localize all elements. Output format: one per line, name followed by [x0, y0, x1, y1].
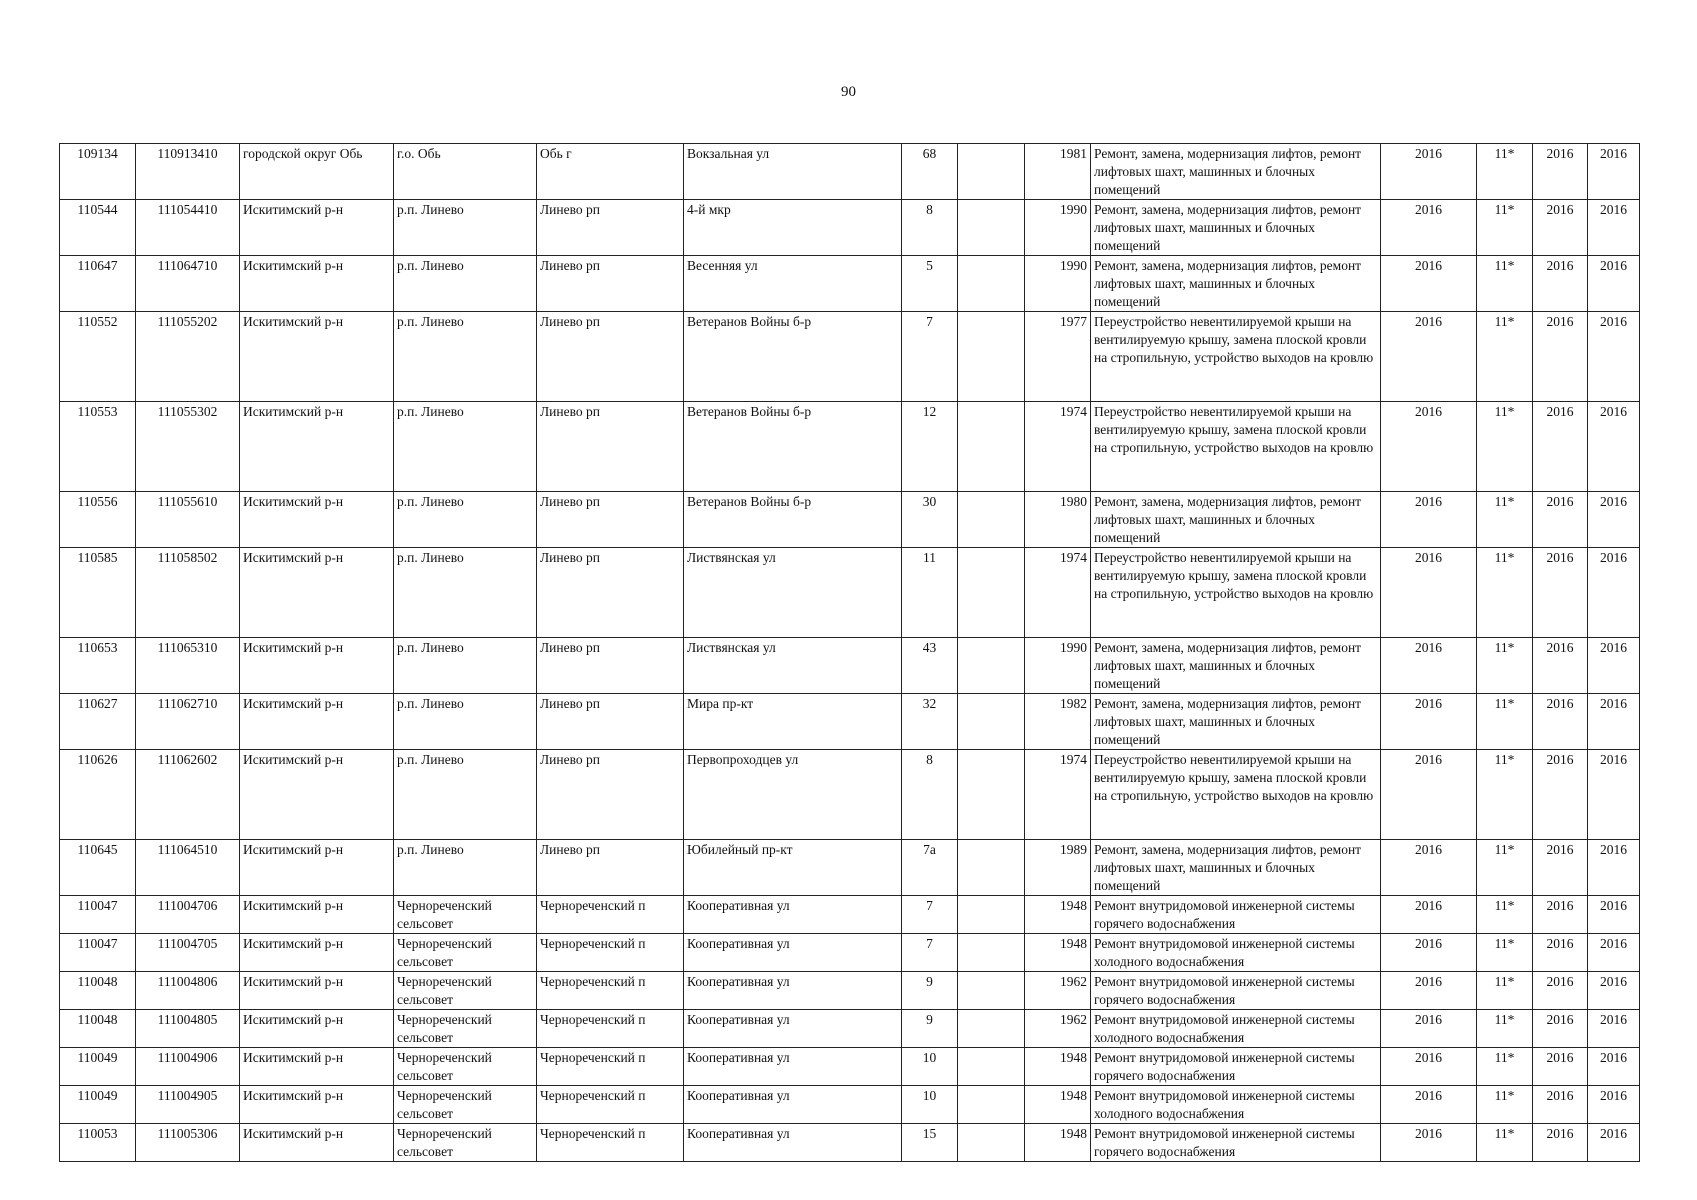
table-row [60, 638, 1640, 694]
row-start-year: 2016 [1533, 200, 1588, 256]
row-mark: 11* [1477, 1010, 1533, 1048]
row-work-type: Ремонт, замена, модернизация лифтов, ремонт лифтовых шахт, машинных и блочных помещений [1091, 256, 1381, 312]
row-code: 111055202 [136, 312, 240, 402]
row-street: Вокзальная ул [684, 144, 902, 200]
row-mark: 11* [1477, 1124, 1533, 1162]
row-district: Искитимский р-н [240, 312, 394, 402]
row-code: 111054410 [136, 200, 240, 256]
row-plan-year: 2016 [1381, 402, 1477, 492]
row-id: 110585 [60, 548, 136, 638]
row-street: Листвянская ул [684, 638, 902, 694]
row-house: 68 [902, 144, 958, 200]
table-row [60, 312, 1640, 402]
row-mark: 11* [1477, 694, 1533, 750]
row-work-type: Переустройство невентилируемой крыши на вентилируемую крышу, замена плоской кровли на стропильную, устройство выходов на кровлю [1091, 548, 1381, 638]
row-locality: Чернореченский п [537, 972, 684, 1010]
row-extra [958, 144, 1025, 200]
row-id: 110627 [60, 694, 136, 750]
row-district: Искитимский р-н [240, 638, 394, 694]
row-extra [958, 1086, 1025, 1124]
row-extra [958, 972, 1025, 1010]
row-district: Искитимский р-н [240, 1086, 394, 1124]
row-id: 109134 [60, 144, 136, 200]
row-district: Искитимский р-н [240, 896, 394, 934]
row-house: 7 [902, 896, 958, 934]
row-plan-year: 2016 [1381, 548, 1477, 638]
row-locality: Линево рп [537, 694, 684, 750]
row-plan-year: 2016 [1381, 312, 1477, 402]
row-locality: Чернореченский п [537, 896, 684, 934]
row-end-year: 2016 [1588, 312, 1640, 402]
row-street: Кооперативная ул [684, 972, 902, 1010]
row-start-year: 2016 [1533, 402, 1588, 492]
table-row [60, 972, 1640, 1010]
table-row [60, 1010, 1640, 1048]
row-code: 111004805 [136, 1010, 240, 1048]
row-street: Первопроходцев ул [684, 750, 902, 840]
row-mark: 11* [1477, 312, 1533, 402]
row-locality: Чернореченский п [537, 1048, 684, 1086]
row-end-year: 2016 [1588, 896, 1640, 934]
row-id: 110047 [60, 934, 136, 972]
row-start-year: 2016 [1533, 548, 1588, 638]
row-plan-year: 2016 [1381, 1010, 1477, 1048]
table-row [60, 1048, 1640, 1086]
row-extra [958, 896, 1025, 934]
row-mark: 11* [1477, 144, 1533, 200]
row-municipality: р.п. Линево [394, 694, 537, 750]
row-start-year: 2016 [1533, 1086, 1588, 1124]
row-locality: Линево рп [537, 312, 684, 402]
row-work-type: Ремонт внутридомовой инженерной системы горячего водоснабжения [1091, 1048, 1381, 1086]
row-plan-year: 2016 [1381, 750, 1477, 840]
row-code: 111055302 [136, 402, 240, 492]
row-id: 110553 [60, 402, 136, 492]
row-plan-year: 2016 [1381, 256, 1477, 312]
row-end-year: 2016 [1588, 840, 1640, 896]
row-code: 111064510 [136, 840, 240, 896]
table-row [60, 840, 1640, 896]
row-work-type: Ремонт внутридомовой инженерной системы горячего водоснабжения [1091, 1124, 1381, 1162]
row-municipality: Чернореченский сельсовет [394, 1010, 537, 1048]
row-start-year: 2016 [1533, 1010, 1588, 1048]
row-street: Кооперативная ул [684, 1048, 902, 1086]
row-plan-year: 2016 [1381, 144, 1477, 200]
row-municipality: р.п. Линево [394, 548, 537, 638]
table-row [60, 1124, 1640, 1162]
row-locality: Обь г [537, 144, 684, 200]
row-work-type: Ремонт внутридомовой инженерной системы горячего водоснабжения [1091, 972, 1381, 1010]
row-id: 110556 [60, 492, 136, 548]
row-work-type: Ремонт, замена, модернизация лифтов, ремонт лифтовых шахт, машинных и блочных помещений [1091, 200, 1381, 256]
row-year-built: 1990 [1025, 200, 1091, 256]
row-mark: 11* [1477, 896, 1533, 934]
row-municipality: р.п. Линево [394, 402, 537, 492]
row-municipality: Чернореченский сельсовет [394, 896, 537, 934]
row-municipality: Чернореченский сельсовет [394, 1086, 537, 1124]
row-street: Кооперативная ул [684, 934, 902, 972]
row-id: 110048 [60, 1010, 136, 1048]
row-house: 12 [902, 402, 958, 492]
row-start-year: 2016 [1533, 492, 1588, 548]
table-row [60, 402, 1640, 492]
row-house: 11 [902, 548, 958, 638]
row-year-built: 1990 [1025, 256, 1091, 312]
row-municipality: р.п. Линево [394, 256, 537, 312]
row-end-year: 2016 [1588, 402, 1640, 492]
row-end-year: 2016 [1588, 1086, 1640, 1124]
row-year-built: 1948 [1025, 1124, 1091, 1162]
row-work-type: Ремонт внутридомовой инженерной системы холодного водоснабжения [1091, 1010, 1381, 1048]
row-start-year: 2016 [1533, 934, 1588, 972]
row-extra [958, 694, 1025, 750]
table-row [60, 1086, 1640, 1124]
row-mark: 11* [1477, 200, 1533, 256]
row-municipality: р.п. Линево [394, 750, 537, 840]
row-year-built: 1962 [1025, 1010, 1091, 1048]
row-end-year: 2016 [1588, 694, 1640, 750]
row-locality: Линево рп [537, 638, 684, 694]
row-mark: 11* [1477, 750, 1533, 840]
row-district: Искитимский р-н [240, 200, 394, 256]
row-extra [958, 492, 1025, 548]
row-year-built: 1948 [1025, 896, 1091, 934]
row-year-built: 1974 [1025, 750, 1091, 840]
row-id: 110049 [60, 1048, 136, 1086]
row-municipality: Чернореченский сельсовет [394, 1124, 537, 1162]
row-code: 111065310 [136, 638, 240, 694]
row-end-year: 2016 [1588, 1124, 1640, 1162]
row-locality: Чернореченский п [537, 934, 684, 972]
row-plan-year: 2016 [1381, 1048, 1477, 1086]
row-start-year: 2016 [1533, 312, 1588, 402]
row-extra [958, 750, 1025, 840]
table-row [60, 750, 1640, 840]
row-plan-year: 2016 [1381, 1086, 1477, 1124]
row-house: 32 [902, 694, 958, 750]
row-work-type: Переустройство невентилируемой крыши на вентилируемую крышу, замена плоской кровли на стропильную, устройство выходов на кровлю [1091, 402, 1381, 492]
row-work-type: Ремонт внутридомовой инженерной системы холодного водоснабжения [1091, 1086, 1381, 1124]
row-locality: Линево рп [537, 200, 684, 256]
row-house: 8 [902, 200, 958, 256]
row-work-type: Переустройство невентилируемой крыши на вентилируемую крышу, замена плоской кровли на стропильную, устройство выходов на кровлю [1091, 750, 1381, 840]
row-work-type: Ремонт внутридомовой инженерной системы холодного водоснабжения [1091, 934, 1381, 972]
row-district: Искитимский р-н [240, 840, 394, 896]
row-id: 110645 [60, 840, 136, 896]
row-extra [958, 1124, 1025, 1162]
row-plan-year: 2016 [1381, 638, 1477, 694]
row-street: 4-й мкр [684, 200, 902, 256]
row-year-built: 1948 [1025, 1048, 1091, 1086]
row-house: 7 [902, 312, 958, 402]
row-code: 110913410 [136, 144, 240, 200]
row-extra [958, 1010, 1025, 1048]
row-plan-year: 2016 [1381, 1124, 1477, 1162]
row-mark: 11* [1477, 840, 1533, 896]
row-code: 111064710 [136, 256, 240, 312]
row-code: 111004905 [136, 1086, 240, 1124]
row-district: Искитимский р-н [240, 1124, 394, 1162]
row-plan-year: 2016 [1381, 934, 1477, 972]
row-id: 110544 [60, 200, 136, 256]
row-mark: 11* [1477, 548, 1533, 638]
row-house: 7 [902, 934, 958, 972]
row-street: Юбилейный пр-кт [684, 840, 902, 896]
row-street: Листвянская ул [684, 548, 902, 638]
row-start-year: 2016 [1533, 1124, 1588, 1162]
row-plan-year: 2016 [1381, 896, 1477, 934]
row-house: 5 [902, 256, 958, 312]
table-row [60, 256, 1640, 312]
row-extra [958, 548, 1025, 638]
row-year-built: 1974 [1025, 548, 1091, 638]
row-plan-year: 2016 [1381, 492, 1477, 548]
row-year-built: 1948 [1025, 934, 1091, 972]
row-mark: 11* [1477, 492, 1533, 548]
row-locality: Чернореченский п [537, 1010, 684, 1048]
table-row [60, 694, 1640, 750]
row-locality: Чернореченский п [537, 1124, 684, 1162]
row-mark: 11* [1477, 1086, 1533, 1124]
row-municipality: Чернореченский сельсовет [394, 1048, 537, 1086]
row-mark: 11* [1477, 402, 1533, 492]
row-district: Искитимский р-н [240, 548, 394, 638]
row-id: 110053 [60, 1124, 136, 1162]
row-work-type: Ремонт внутридомовой инженерной системы горячего водоснабжения [1091, 896, 1381, 934]
row-work-type: Ремонт, замена, модернизация лифтов, ремонт лифтовых шахт, машинных и блочных помещений [1091, 840, 1381, 896]
row-house: 15 [902, 1124, 958, 1162]
row-district: Искитимский р-н [240, 402, 394, 492]
row-district: Искитимский р-н [240, 492, 394, 548]
row-year-built: 1989 [1025, 840, 1091, 896]
row-work-type: Ремонт, замена, модернизация лифтов, ремонт лифтовых шахт, машинных и блочных помещений [1091, 492, 1381, 548]
row-end-year: 2016 [1588, 972, 1640, 1010]
row-house: 10 [902, 1086, 958, 1124]
row-code: 111062602 [136, 750, 240, 840]
row-start-year: 2016 [1533, 840, 1588, 896]
table-row [60, 492, 1640, 548]
table-body [60, 144, 1640, 1162]
row-locality: Линево рп [537, 548, 684, 638]
row-end-year: 2016 [1588, 144, 1640, 200]
row-mark: 11* [1477, 1048, 1533, 1086]
row-start-year: 2016 [1533, 972, 1588, 1010]
row-house: 10 [902, 1048, 958, 1086]
row-street: Ветеранов Войны б-р [684, 402, 902, 492]
row-id: 110047 [60, 896, 136, 934]
row-code: 111004706 [136, 896, 240, 934]
row-district: Искитимский р-н [240, 694, 394, 750]
row-code: 111055610 [136, 492, 240, 548]
row-code: 111058502 [136, 548, 240, 638]
row-start-year: 2016 [1533, 1048, 1588, 1086]
row-work-type: Переустройство невентилируемой крыши на вентилируемую крышу, замена плоской кровли на стропильную, устройство выходов на кровлю [1091, 312, 1381, 402]
row-street: Ветеранов Войны б-р [684, 312, 902, 402]
row-house: 30 [902, 492, 958, 548]
row-end-year: 2016 [1588, 200, 1640, 256]
row-municipality: р.п. Линево [394, 312, 537, 402]
row-municipality: Чернореченский сельсовет [394, 972, 537, 1010]
row-extra [958, 402, 1025, 492]
row-mark: 11* [1477, 256, 1533, 312]
row-municipality: г.о. Обь [394, 144, 537, 200]
row-district: Искитимский р-н [240, 972, 394, 1010]
row-mark: 11* [1477, 972, 1533, 1010]
row-end-year: 2016 [1588, 750, 1640, 840]
row-end-year: 2016 [1588, 1048, 1640, 1086]
table-row [60, 934, 1640, 972]
row-street: Весенняя ул [684, 256, 902, 312]
row-district: Искитимский р-н [240, 934, 394, 972]
row-start-year: 2016 [1533, 638, 1588, 694]
row-start-year: 2016 [1533, 896, 1588, 934]
row-municipality: р.п. Линево [394, 840, 537, 896]
row-id: 110653 [60, 638, 136, 694]
row-code: 111004906 [136, 1048, 240, 1086]
page-number: 90 [841, 84, 856, 100]
row-street: Кооперативная ул [684, 1086, 902, 1124]
row-plan-year: 2016 [1381, 200, 1477, 256]
row-extra [958, 638, 1025, 694]
row-start-year: 2016 [1533, 256, 1588, 312]
row-locality: Чернореченский п [537, 1086, 684, 1124]
row-start-year: 2016 [1533, 694, 1588, 750]
row-id: 110647 [60, 256, 136, 312]
row-extra [958, 840, 1025, 896]
row-house: 43 [902, 638, 958, 694]
row-id: 110626 [60, 750, 136, 840]
row-district: Искитимский р-н [240, 1048, 394, 1086]
row-id: 110048 [60, 972, 136, 1010]
row-year-built: 1948 [1025, 1086, 1091, 1124]
row-house: 8 [902, 750, 958, 840]
row-extra [958, 200, 1025, 256]
row-mark: 11* [1477, 638, 1533, 694]
row-house: 9 [902, 972, 958, 1010]
row-locality: Линево рп [537, 840, 684, 896]
row-year-built: 1981 [1025, 144, 1091, 200]
row-street: Мира пр-кт [684, 694, 902, 750]
row-municipality: р.п. Линево [394, 492, 537, 548]
row-end-year: 2016 [1588, 934, 1640, 972]
row-year-built: 1990 [1025, 638, 1091, 694]
row-locality: Линево рп [537, 402, 684, 492]
row-mark: 11* [1477, 934, 1533, 972]
row-year-built: 1977 [1025, 312, 1091, 402]
row-municipality: р.п. Линево [394, 638, 537, 694]
row-end-year: 2016 [1588, 256, 1640, 312]
row-district: Искитимский р-н [240, 1010, 394, 1048]
row-code: 111004806 [136, 972, 240, 1010]
row-extra [958, 256, 1025, 312]
row-street: Кооперативная ул [684, 1010, 902, 1048]
row-plan-year: 2016 [1381, 840, 1477, 896]
row-district: Искитимский р-н [240, 256, 394, 312]
row-end-year: 2016 [1588, 492, 1640, 548]
table-row [60, 144, 1640, 200]
table-row [60, 896, 1640, 934]
repair-register-table [59, 143, 1640, 1162]
row-street: Кооперативная ул [684, 1124, 902, 1162]
row-start-year: 2016 [1533, 750, 1588, 840]
row-district: городской округ Обь [240, 144, 394, 200]
row-locality: Линево рп [537, 492, 684, 548]
row-start-year: 2016 [1533, 144, 1588, 200]
row-year-built: 1980 [1025, 492, 1091, 548]
row-extra [958, 1048, 1025, 1086]
row-year-built: 1962 [1025, 972, 1091, 1010]
row-locality: Линево рп [537, 750, 684, 840]
row-code: 111005306 [136, 1124, 240, 1162]
row-municipality: Чернореченский сельсовет [394, 934, 537, 972]
row-municipality: р.п. Линево [394, 200, 537, 256]
row-end-year: 2016 [1588, 548, 1640, 638]
row-plan-year: 2016 [1381, 972, 1477, 1010]
row-work-type: Ремонт, замена, модернизация лифтов, ремонт лифтовых шахт, машинных и блочных помещений [1091, 144, 1381, 200]
row-end-year: 2016 [1588, 638, 1640, 694]
row-house: 7а [902, 840, 958, 896]
row-code: 111004705 [136, 934, 240, 972]
row-work-type: Ремонт, замена, модернизация лифтов, ремонт лифтовых шахт, машинных и блочных помещений [1091, 694, 1381, 750]
table-row [60, 548, 1640, 638]
row-extra [958, 312, 1025, 402]
row-locality: Линево рп [537, 256, 684, 312]
row-year-built: 1974 [1025, 402, 1091, 492]
table-row [60, 200, 1640, 256]
row-end-year: 2016 [1588, 1010, 1640, 1048]
row-district: Искитимский р-н [240, 750, 394, 840]
row-year-built: 1982 [1025, 694, 1091, 750]
row-id: 110552 [60, 312, 136, 402]
row-street: Кооперативная ул [684, 896, 902, 934]
row-code: 111062710 [136, 694, 240, 750]
row-work-type: Ремонт, замена, модернизация лифтов, ремонт лифтовых шахт, машинных и блочных помещений [1091, 638, 1381, 694]
row-house: 9 [902, 1010, 958, 1048]
row-id: 110049 [60, 1086, 136, 1124]
row-plan-year: 2016 [1381, 694, 1477, 750]
row-extra [958, 934, 1025, 972]
row-street: Ветеранов Войны б-р [684, 492, 902, 548]
